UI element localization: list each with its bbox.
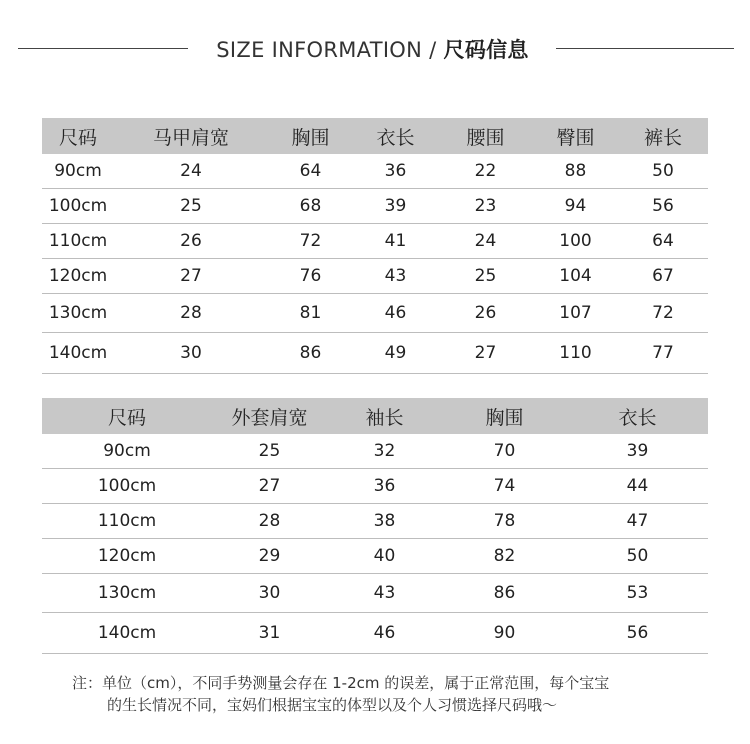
cell: 72 (618, 294, 708, 333)
cell: 25 (212, 434, 327, 469)
header-length: 衣长 (353, 118, 438, 154)
vest-pants-size-table (42, 118, 708, 374)
cell: 26 (438, 294, 533, 333)
cell: 38 (327, 504, 442, 539)
header-hip: 臀围 (533, 118, 618, 154)
cell: 32 (327, 434, 442, 469)
cell: 26 (114, 224, 268, 259)
cell: 76 (268, 259, 353, 294)
cell: 90cm (42, 154, 114, 189)
cell: 46 (353, 294, 438, 333)
cell: 67 (618, 259, 708, 294)
cell: 49 (353, 333, 438, 374)
cell: 130cm (42, 574, 212, 613)
cell: 29 (212, 539, 327, 574)
cell: 31 (212, 613, 327, 654)
title-divider-left (18, 48, 188, 49)
cell: 130cm (42, 294, 114, 333)
note-line-1: 注：单位（cm），不同手势测量会存在 1-2cm 的误差，属于正常范围，每个宝宝 (72, 674, 610, 692)
cell: 39 (567, 434, 708, 469)
cell: 70 (442, 434, 567, 469)
cell: 64 (268, 154, 353, 189)
cell: 25 (438, 259, 533, 294)
cell: 50 (567, 539, 708, 574)
header-jacket-shoulder: 外套肩宽 (212, 398, 327, 434)
table-row (42, 189, 708, 224)
header-chest: 胸围 (268, 118, 353, 154)
cell: 47 (567, 504, 708, 539)
cell: 72 (268, 224, 353, 259)
cell: 120cm (42, 539, 212, 574)
cell: 140cm (42, 333, 114, 374)
title-en: SIZE INFORMATION (216, 38, 423, 62)
cell: 43 (327, 574, 442, 613)
table-row (42, 613, 708, 654)
table-header-row (42, 398, 708, 434)
cell: 30 (212, 574, 327, 613)
cell: 22 (438, 154, 533, 189)
cell: 81 (268, 294, 353, 333)
table-row (42, 434, 708, 469)
header-pants-length: 裤长 (618, 118, 708, 154)
cell: 24 (438, 224, 533, 259)
note-line-2: 的生长情况不同，宝妈们根据宝宝的体型以及个人习惯选择尺码哦～ (107, 696, 558, 714)
cell: 78 (442, 504, 567, 539)
title-cn: 尺码信息 (443, 38, 529, 62)
section-title (0, 0, 750, 100)
cell: 41 (353, 224, 438, 259)
cell: 100cm (42, 469, 212, 504)
header-size: 尺码 (42, 398, 212, 434)
cell: 110cm (42, 224, 114, 259)
table-row (42, 224, 708, 259)
cell: 27 (212, 469, 327, 504)
page-title (200, 34, 545, 64)
cell: 107 (533, 294, 618, 333)
cell: 44 (567, 469, 708, 504)
cell: 120cm (42, 259, 114, 294)
cell: 110 (533, 333, 618, 374)
table-row (42, 504, 708, 539)
cell: 56 (618, 189, 708, 224)
title-separator: / (429, 38, 437, 62)
cell: 39 (353, 189, 438, 224)
table-row (42, 333, 708, 374)
cell: 28 (114, 294, 268, 333)
cell: 94 (533, 189, 618, 224)
jacket-size-table (42, 398, 708, 654)
cell: 56 (567, 613, 708, 654)
table-header-row (42, 118, 708, 154)
table-row (42, 259, 708, 294)
cell: 30 (114, 333, 268, 374)
cell: 27 (438, 333, 533, 374)
cell: 23 (438, 189, 533, 224)
cell: 90 (442, 613, 567, 654)
table-row (42, 469, 708, 504)
cell: 140cm (42, 613, 212, 654)
header-sleeve: 袖长 (327, 398, 442, 434)
table-row (42, 154, 708, 189)
cell: 50 (618, 154, 708, 189)
header-chest: 胸围 (442, 398, 567, 434)
cell: 53 (567, 574, 708, 613)
header-waist: 腰围 (438, 118, 533, 154)
cell: 36 (353, 154, 438, 189)
cell: 100cm (42, 189, 114, 224)
cell: 90cm (42, 434, 212, 469)
cell: 43 (353, 259, 438, 294)
cell: 28 (212, 504, 327, 539)
cell: 46 (327, 613, 442, 654)
measurement-note (72, 672, 712, 716)
table-row (42, 574, 708, 613)
table-row (42, 539, 708, 574)
table-row (42, 294, 708, 333)
cell: 77 (618, 333, 708, 374)
cell: 25 (114, 189, 268, 224)
cell: 36 (327, 469, 442, 504)
header-length: 衣长 (567, 398, 708, 434)
cell: 64 (618, 224, 708, 259)
cell: 110cm (42, 504, 212, 539)
cell: 104 (533, 259, 618, 294)
cell: 74 (442, 469, 567, 504)
header-size: 尺码 (42, 118, 114, 154)
cell: 24 (114, 154, 268, 189)
cell: 40 (327, 539, 442, 574)
title-divider-right (556, 48, 734, 49)
cell: 82 (442, 539, 567, 574)
cell: 88 (533, 154, 618, 189)
cell: 100 (533, 224, 618, 259)
cell: 86 (442, 574, 567, 613)
cell: 27 (114, 259, 268, 294)
header-vest-shoulder: 马甲肩宽 (114, 118, 268, 154)
cell: 86 (268, 333, 353, 374)
cell: 68 (268, 189, 353, 224)
